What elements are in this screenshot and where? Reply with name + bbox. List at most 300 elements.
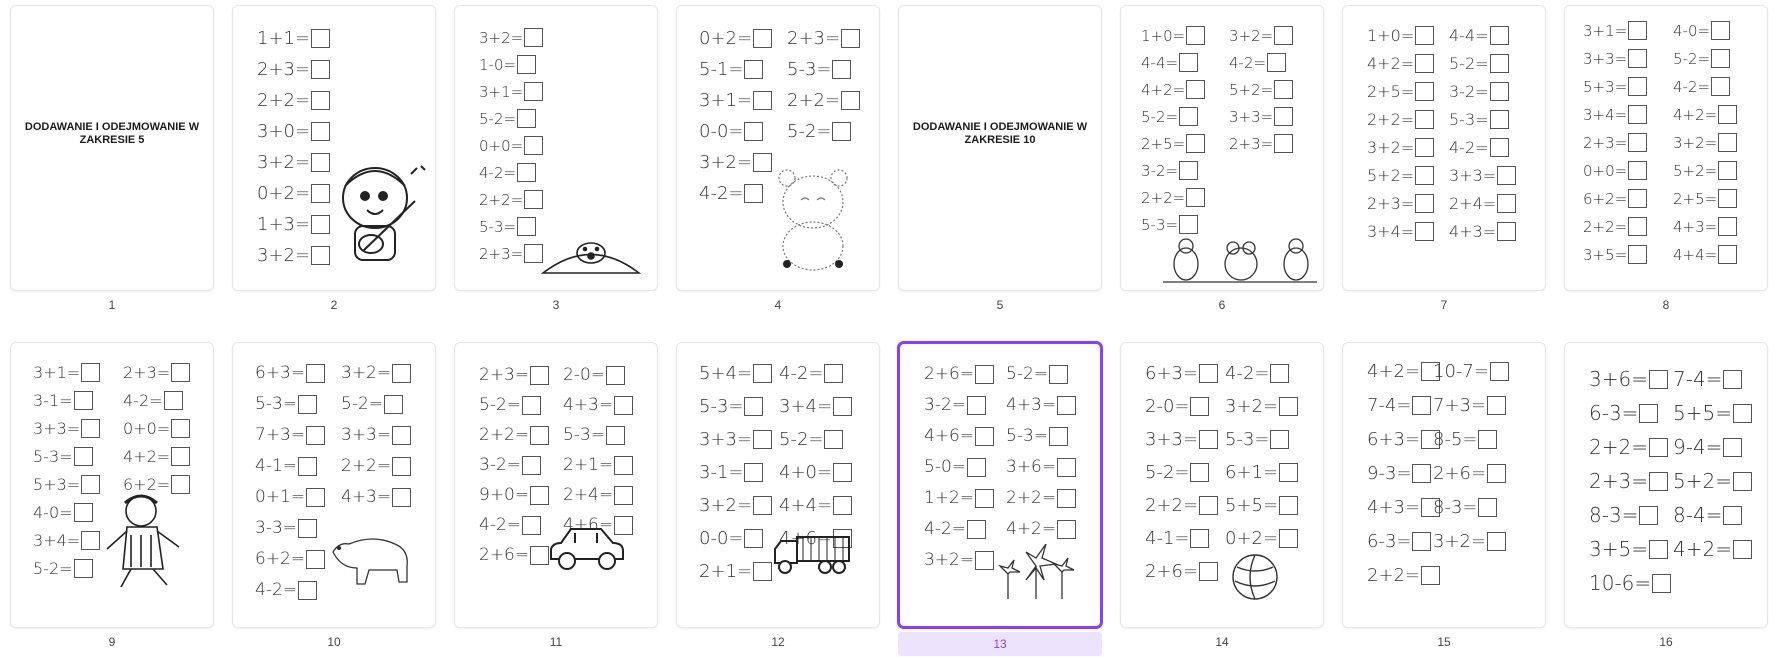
equation-text: 3+4=: [1367, 222, 1415, 241]
equation-text: 3+2=: [699, 495, 753, 516]
equation: [924, 550, 994, 570]
equation-text: 4-0=: [33, 503, 73, 522]
equation-text: 4+3=: [1367, 497, 1421, 518]
answer-box: [392, 364, 411, 383]
answer-box: [1490, 54, 1509, 73]
page-thumbnail-11[interactable]: [454, 342, 658, 628]
equation-text: 7-4=: [1367, 395, 1412, 416]
equation: [1433, 361, 1509, 382]
equation-text: 0+2=: [1225, 528, 1279, 549]
equation: [123, 419, 190, 438]
answer-box: [1190, 397, 1209, 416]
equation-text: 4-2=: [479, 163, 517, 182]
equation-text: 3-2=: [1449, 82, 1489, 101]
equation-text: 6+3=: [1367, 429, 1421, 450]
page-thumbnail-6[interactable]: [1120, 5, 1324, 291]
answer-box: [1279, 529, 1298, 548]
equation-text: 4+6=: [924, 426, 975, 446]
equation: [1367, 222, 1434, 241]
answer-box: [1711, 21, 1730, 40]
equation-text: 2+3=: [1583, 133, 1628, 152]
answer-box: [1412, 464, 1431, 483]
equation: [699, 152, 772, 173]
equation: [1589, 401, 1658, 425]
answer-box: [1190, 463, 1209, 482]
equation-text: 5+5=: [1225, 495, 1279, 516]
answer-box: [1415, 222, 1434, 241]
page-number-label[interactable]: 9: [108, 635, 116, 649]
equation-text: 2+5=: [1673, 189, 1718, 208]
equation: [1145, 429, 1218, 450]
page-number-label[interactable]: 4: [774, 298, 782, 312]
equation: [563, 395, 633, 415]
answer-box: [1057, 520, 1076, 539]
answer-box: [74, 447, 93, 466]
equation-text: 5+2=: [1673, 161, 1718, 180]
equation-text: 2+6=: [924, 364, 975, 384]
equation: [1367, 82, 1434, 101]
answer-box: [606, 426, 625, 445]
answer-box: [753, 153, 772, 172]
equation: [1006, 364, 1068, 384]
equation-text: 5+4=: [699, 363, 753, 384]
answer-box: [1649, 540, 1668, 559]
answer-box: [171, 447, 190, 466]
equation-text: 3+1=: [479, 82, 524, 101]
answer-box: [74, 559, 93, 578]
equation-text: 5-3=: [33, 447, 73, 466]
equation-text: 4-2=: [1225, 363, 1270, 384]
page-thumbnail-12[interactable]: [676, 342, 880, 628]
equation-text: 5-3=: [1225, 429, 1270, 450]
equation: [924, 364, 994, 384]
equation: [479, 217, 536, 236]
equation: [1433, 463, 1506, 484]
equation-text: 3+2=: [257, 245, 311, 266]
equation-text: 3+6=: [1589, 367, 1648, 391]
answer-box: [1274, 26, 1293, 45]
answer-box: [524, 82, 543, 101]
answer-box: [1649, 438, 1668, 457]
answer-box: [81, 531, 100, 550]
equation-text: 4+4=: [1673, 245, 1718, 264]
answer-box: [1179, 107, 1198, 126]
equation: [1229, 107, 1293, 126]
page-thumbnail-3[interactable]: [454, 5, 658, 291]
equation-text: 4+3=: [341, 487, 392, 507]
equation: [1367, 429, 1440, 450]
equation: [1367, 361, 1440, 382]
equation: [1673, 77, 1730, 96]
equation: [479, 163, 536, 182]
answer-box: [1628, 49, 1647, 68]
answer-box: [1649, 370, 1668, 389]
equation: [479, 82, 543, 101]
equation: [924, 426, 994, 446]
equation-text: 4-2=: [1449, 138, 1489, 157]
equation-text: 8-5=: [1433, 429, 1478, 450]
equation: [1673, 105, 1737, 124]
equation-text: 3+5=: [1583, 245, 1628, 264]
page-number-label[interactable]: 7: [1440, 298, 1448, 312]
equation: [1589, 537, 1668, 561]
answer-box: [1199, 430, 1218, 449]
answer-box: [753, 496, 772, 515]
page-number-label[interactable]: 12: [771, 635, 785, 649]
page-number-label[interactable]: 16: [1659, 635, 1673, 649]
equation: [1589, 571, 1671, 595]
answer-box: [524, 136, 543, 155]
equation: [699, 561, 772, 582]
answer-box: [311, 153, 330, 172]
equation: [257, 28, 330, 49]
equation: [1367, 531, 1431, 552]
equation: [1589, 367, 1668, 391]
answer-box: [975, 489, 994, 508]
equation-text: 1+0=: [1367, 26, 1415, 45]
equation-text: 1+1=: [257, 28, 311, 49]
equation-text: 3+4=: [33, 531, 81, 550]
equation: [479, 28, 543, 47]
equation-text: 5+3=: [33, 475, 81, 494]
equation: [479, 515, 541, 535]
answer-box: [530, 426, 549, 445]
equation-text: 5-2=: [1449, 54, 1489, 73]
answer-box: [1733, 540, 1752, 559]
equation: [479, 190, 543, 209]
equation-text: 3+2=: [1229, 26, 1274, 45]
equation: [1367, 54, 1434, 73]
equation-text: 2+5=: [1141, 134, 1186, 153]
equation-text: 4+3=: [1449, 222, 1497, 241]
equation-text: 2+3=: [1589, 469, 1648, 493]
ball-icon: [1231, 553, 1279, 601]
answer-box: [744, 184, 763, 203]
page-thumbnail-2[interactable]: [232, 5, 436, 291]
answer-box: [1270, 364, 1289, 383]
answer-box: [1490, 26, 1509, 45]
answer-box: [967, 458, 986, 477]
equation: [779, 363, 843, 384]
equation: [257, 90, 330, 111]
answer-box: [524, 190, 543, 209]
equation-text: 6-3=: [1367, 531, 1412, 552]
equation-text: 4-1=: [255, 456, 298, 476]
equation-text: 3-2=: [1141, 161, 1179, 180]
equation-text: 1+3=: [257, 214, 311, 235]
equation-text: 3+2=: [924, 550, 975, 570]
answer-box: [1628, 133, 1647, 152]
answer-box: [1487, 532, 1506, 551]
equation: [33, 503, 93, 522]
equation-text: 5-3=: [1006, 426, 1049, 446]
page-number-label[interactable]: 6: [1218, 298, 1226, 312]
equation-text: 5-2=: [787, 121, 832, 142]
equation: [1583, 77, 1647, 96]
equation-text: 2+2=: [257, 90, 311, 111]
bear-icon: [773, 166, 853, 271]
equation-text: 5+2=: [1673, 469, 1732, 493]
answer-box: [753, 364, 772, 383]
equation-text: 4+2=: [123, 447, 171, 466]
equation: [787, 28, 860, 49]
answer-box: [1718, 161, 1737, 180]
equation-text: 3-1=: [33, 391, 73, 410]
answer-box: [1412, 396, 1431, 415]
equation-text: 2+6=: [479, 545, 530, 565]
equation: [255, 518, 317, 538]
equation-text: 4+3=: [563, 395, 614, 415]
page-number-label[interactable]: 3: [552, 298, 560, 312]
page-number-label[interactable]: 10: [327, 635, 341, 649]
equation: [123, 363, 190, 382]
equation: [257, 152, 330, 173]
equation: [1589, 503, 1658, 527]
answer-box: [1186, 188, 1205, 207]
page-number-label[interactable]: 13: [898, 632, 1102, 656]
equation-text: 3+4=: [779, 396, 833, 417]
equation: [1367, 110, 1434, 129]
equation: [479, 395, 541, 415]
equation: [1583, 245, 1647, 264]
equation: [341, 456, 411, 476]
page-number-label[interactable]: 11: [549, 635, 563, 649]
equation-text: 3-2=: [479, 455, 522, 475]
page-number-label[interactable]: 2: [330, 298, 338, 312]
page-thumbnail-9[interactable]: [10, 342, 214, 628]
answer-box: [1723, 370, 1742, 389]
equation: [699, 495, 772, 516]
equation: [1229, 26, 1293, 45]
page-thumbnail-16[interactable]: [1564, 342, 1768, 628]
equation: [1141, 215, 1198, 234]
equation: [1141, 134, 1205, 153]
page-thumbnail-13[interactable]: [897, 341, 1103, 629]
answer-box: [311, 215, 330, 234]
equation: [33, 531, 100, 550]
equation: [1367, 194, 1434, 213]
answer-box: [833, 397, 852, 416]
answer-box: [1057, 458, 1076, 477]
equation: [1145, 462, 1209, 483]
equation-text: 3+3=: [341, 425, 392, 445]
beavers-icon: [1161, 234, 1319, 284]
answer-box: [306, 550, 325, 569]
equation: [341, 487, 411, 507]
equation-text: 9+0=: [479, 485, 530, 505]
equation-text: 4-2=: [924, 519, 967, 539]
equation-text: 5-2=: [341, 394, 384, 414]
equation-text: 5-3=: [787, 59, 832, 80]
equation: [1006, 488, 1076, 508]
page-number-label[interactable]: 8: [1662, 298, 1670, 312]
page-thumbnail-14[interactable]: [1120, 342, 1324, 628]
equation-text: 5-2=: [1145, 462, 1190, 483]
equation: [563, 485, 633, 505]
page-thumbnail-1[interactable]: [10, 5, 214, 291]
equation-text: 5-2=: [1141, 107, 1179, 126]
equation-text: 3+6=: [1006, 457, 1057, 477]
equation-text: 3+1=: [1583, 21, 1628, 40]
answer-box: [1478, 430, 1497, 449]
answer-box: [1497, 166, 1516, 185]
equation-text: 4-2=: [255, 580, 298, 600]
answer-box: [74, 391, 93, 410]
equation-text: 5-2=: [479, 109, 517, 128]
answer-box: [1412, 532, 1431, 551]
equation: [479, 425, 549, 445]
equation-text: 2+2=: [479, 425, 530, 445]
answer-box: [1057, 489, 1076, 508]
equation-text: 4-0=: [1673, 21, 1711, 40]
equation: [341, 394, 403, 414]
equation: [1583, 161, 1647, 180]
equation-text: 2+3=: [123, 363, 171, 382]
equation: [1673, 49, 1730, 68]
answer-box: [1723, 506, 1742, 525]
polar-bear-icon: [327, 528, 411, 588]
answer-box: [975, 427, 994, 446]
equation-text: 2+3=: [1367, 194, 1415, 213]
equation-text: 2+2=: [1145, 495, 1199, 516]
answer-box: [1179, 53, 1198, 72]
equation: [1141, 53, 1198, 72]
answer-box: [1049, 427, 1068, 446]
answer-box: [1718, 105, 1737, 124]
equation: [1145, 495, 1218, 516]
page-thumbnail-10[interactable]: [232, 342, 436, 628]
answer-box: [1718, 245, 1737, 264]
equation: [563, 455, 633, 475]
answer-box: [1415, 82, 1434, 101]
equation-text: 4+3=: [1006, 395, 1057, 415]
equation-text: 8-3=: [1589, 503, 1639, 527]
equation: [479, 455, 541, 475]
page-thumbnail-15[interactable]: [1342, 342, 1546, 628]
equation-text: 2+3=: [257, 59, 311, 80]
equation-text: 2+3=: [787, 28, 841, 49]
page-thumbnail-4[interactable]: [676, 5, 880, 291]
equation: [924, 457, 986, 477]
page-number-label[interactable]: 5: [996, 298, 1004, 312]
equation-text: 2+3=: [1229, 134, 1274, 153]
answer-box: [517, 163, 536, 182]
answer-box: [1186, 26, 1205, 45]
equation: [1433, 395, 1506, 416]
answer-box: [1490, 362, 1509, 381]
equation: [1673, 21, 1730, 40]
equation-text: 5-0=: [924, 457, 967, 477]
equation-text: 9-3=: [1367, 463, 1412, 484]
equation-text: 7+3=: [1433, 395, 1487, 416]
page-number-label[interactable]: 14: [1215, 635, 1229, 649]
equation-text: 4-4=: [1141, 53, 1179, 72]
equation-text: 4+3=: [1673, 217, 1718, 236]
equation-text: 0+0=: [123, 419, 171, 438]
equation: [33, 475, 100, 494]
equation: [257, 245, 330, 266]
equation-text: 2+6=: [1145, 561, 1199, 582]
equation-text: 4+6=: [563, 515, 614, 535]
equation: [33, 363, 100, 382]
equation: [1673, 469, 1752, 493]
answer-box: [1199, 496, 1218, 515]
page-thumbnail-8[interactable]: [1564, 5, 1768, 291]
answer-box: [1186, 80, 1205, 99]
equation: [1367, 395, 1431, 416]
page-thumbnail-5[interactable]: [898, 5, 1102, 291]
equation-text: 4+2=: [1673, 537, 1732, 561]
equation: [479, 485, 549, 505]
equation: [1449, 54, 1509, 73]
equation: [699, 28, 772, 49]
equation: [341, 425, 411, 445]
equation-text: 5-2=: [779, 429, 824, 450]
equation: [1673, 537, 1752, 561]
page-number-label[interactable]: 15: [1437, 635, 1451, 649]
equation: [1589, 435, 1668, 459]
answer-box: [1415, 166, 1434, 185]
equation-text: 2+2=: [1141, 188, 1186, 207]
equation: [779, 396, 852, 417]
answer-box: [1415, 110, 1434, 129]
answer-box: [298, 395, 317, 414]
equation: [1225, 429, 1289, 450]
equation: [779, 495, 852, 516]
equation-text: 0+2=: [699, 28, 753, 49]
equation: [1006, 457, 1076, 477]
equation-text: 2+2=: [1367, 110, 1415, 129]
equation-text: 8-3=: [1433, 497, 1478, 518]
answer-box: [1179, 161, 1198, 180]
answer-box: [81, 363, 100, 382]
equation-text: 2+1=: [563, 455, 614, 475]
answer-box: [517, 217, 536, 236]
equation: [1225, 396, 1298, 417]
answer-box: [606, 366, 625, 385]
answer-box: [1186, 134, 1205, 153]
answer-box: [1487, 464, 1506, 483]
page-thumbnail-7[interactable]: [1342, 5, 1546, 291]
equation: [1449, 138, 1509, 157]
equation: [479, 365, 549, 385]
equation: [1367, 497, 1440, 518]
answer-box: [311, 184, 330, 203]
equation: [1367, 463, 1431, 484]
equation: [1583, 21, 1647, 40]
answer-box: [81, 419, 100, 438]
equation-text: 6+2=: [123, 475, 171, 494]
answer-box: [1274, 107, 1293, 126]
equation: [924, 519, 986, 539]
equation: [1229, 53, 1286, 72]
answer-box: [1421, 566, 1440, 585]
answer-box: [1415, 194, 1434, 213]
equation-text: 3+2=: [479, 28, 524, 47]
answer-box: [1279, 496, 1298, 515]
answer-box: [392, 457, 411, 476]
answer-box: [1628, 105, 1647, 124]
answer-box: [171, 363, 190, 382]
answer-box: [1497, 222, 1516, 241]
page-number-label[interactable]: 1: [108, 298, 116, 312]
equation-text: 3+2=: [1225, 396, 1279, 417]
equation: [1145, 528, 1209, 549]
answer-box: [1733, 404, 1752, 423]
equation: [1673, 189, 1737, 208]
equation: [1145, 363, 1218, 384]
equation: [1141, 80, 1205, 99]
